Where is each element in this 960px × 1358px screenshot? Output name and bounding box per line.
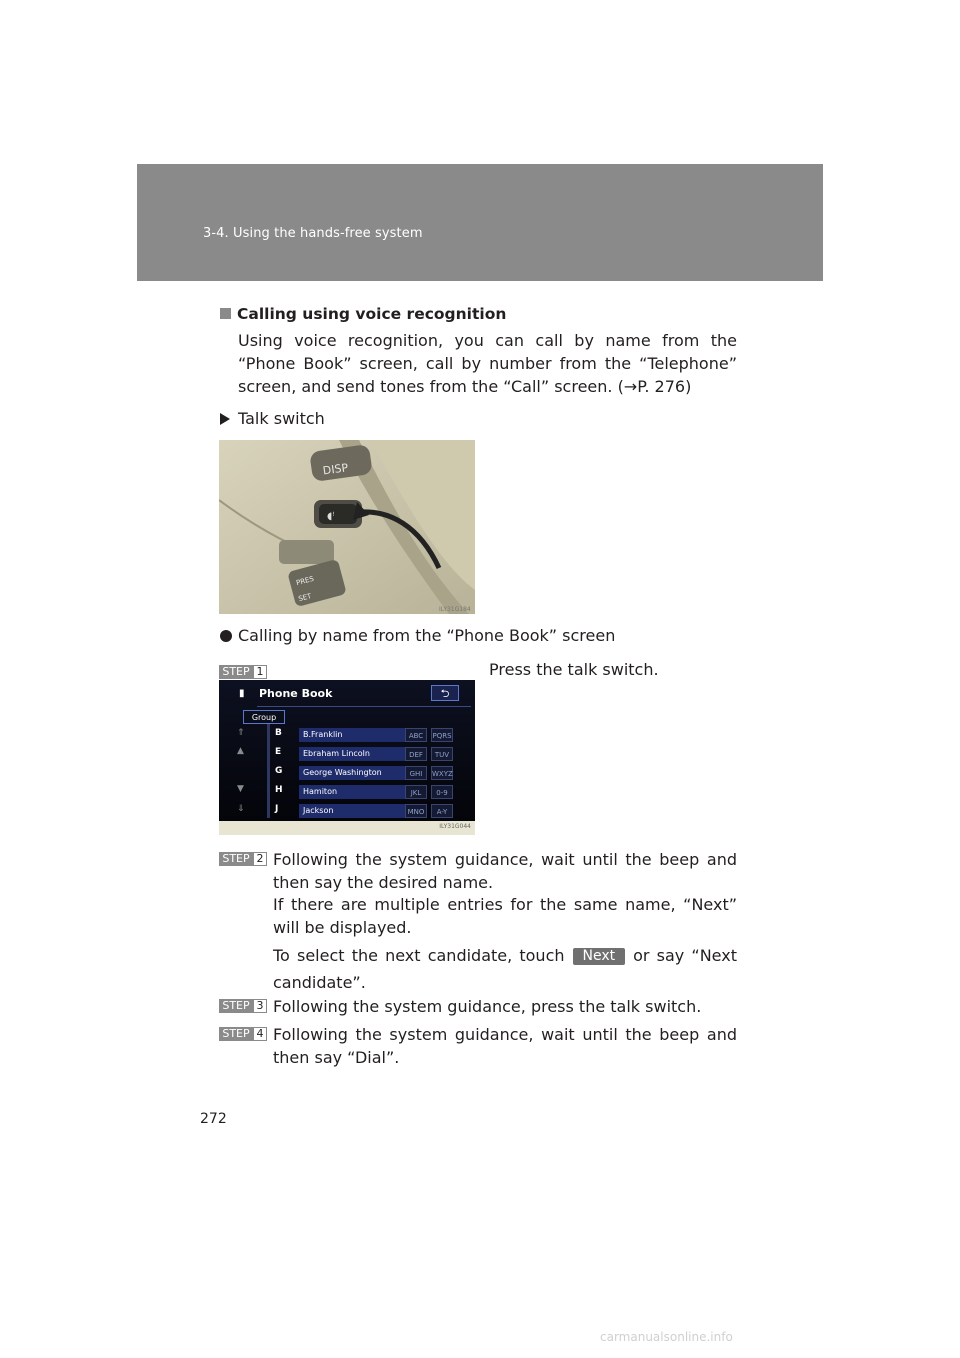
list-scrollbar[interactable] (267, 724, 270, 818)
phone-book-title: Phone Book (259, 687, 333, 700)
scroll-up-icon[interactable]: ▲ (237, 746, 244, 756)
bullet-item: Calling by name from the “Phone Book” screen (220, 624, 615, 647)
subsection-heading: Calling using voice recognition (220, 303, 506, 326)
phone-book-screen (219, 680, 475, 835)
intro-paragraph: Using voice recognition, you can call by name from the “Phone Book” screen, call by number from the “Telephone” screen, and send tones from the “Call” screen. (→P. 276) (238, 331, 737, 396)
triangle-bullet-icon (220, 413, 230, 425)
step-badge-3: STEP 3 (219, 999, 267, 1013)
key-button[interactable]: 0-9 (431, 785, 453, 799)
step-2-next-instruction: To select the next candidate, touch Next or say “Next candidate”. (273, 946, 737, 992)
step-3-text: Following the system guidance, press the talk switch. (273, 997, 702, 1016)
talk-switch-figure (219, 440, 475, 614)
group-tab[interactable]: Group (243, 710, 285, 724)
talk-switch-label: Talk switch (220, 407, 325, 430)
next-button[interactable]: Next (573, 948, 626, 965)
key-button[interactable]: TUV (431, 747, 453, 761)
key-button[interactable]: JKL (405, 785, 427, 799)
chapter-header (137, 164, 823, 281)
key-button[interactable]: ABC (405, 728, 427, 742)
contact-button[interactable]: Ebraham Lincoln (299, 747, 409, 761)
key-button[interactable]: DEF (405, 747, 427, 761)
figure-footer (219, 821, 475, 835)
index-letter: B (275, 728, 282, 738)
disp-label: DISP (322, 461, 349, 478)
scroll-down-icon[interactable]: ▼ (237, 784, 244, 794)
step-1-text: Press the talk switch. (489, 660, 659, 679)
page-down-icon[interactable]: ⇓ (237, 804, 245, 814)
figure-code: ILY31G184 (439, 606, 471, 613)
watermark: carmanualsonline.info (600, 1330, 733, 1344)
section-title: 3-4. Using the hands-free system (203, 226, 423, 241)
circle-bullet-icon (220, 630, 232, 642)
index-letter: G (275, 766, 283, 776)
index-letter: H (275, 785, 283, 795)
contact-button[interactable]: B.Franklin (299, 728, 409, 742)
step-4-text: Following the system guidance, wait until the beep and then say “Dial”. (273, 1025, 737, 1067)
key-button[interactable]: GHI (405, 766, 427, 780)
figure-code: ILY31G044 (439, 823, 471, 830)
steering-wheel-illustration (219, 440, 475, 614)
index-letter: E (275, 747, 282, 757)
contact-button[interactable]: Hamiton (299, 785, 409, 799)
step-badge-2: STEP 2 (219, 852, 267, 866)
page-number: 272 (200, 1111, 227, 1127)
key-button[interactable]: PQRS (431, 728, 453, 742)
step-badge-1: STEP 1 (219, 665, 267, 679)
index-letter: J (275, 804, 279, 814)
step-2-note: If there are multiple entries for the same name, “Next” will be displayed. (273, 895, 737, 937)
step-badge-4: STEP 4 (219, 1027, 267, 1041)
set-label: SET (297, 592, 313, 604)
phone-icon: ▮ (239, 688, 245, 699)
pres-label: PRES (295, 574, 315, 588)
contact-button[interactable]: George Washington (299, 766, 409, 780)
contact-button[interactable]: Jackson (299, 804, 409, 818)
square-bullet-icon (220, 308, 231, 319)
step-2-text: Following the system guidance, wait until the beep and then say the desired name. (273, 850, 737, 892)
back-button[interactable]: ⮌ (431, 685, 459, 701)
svg-text:◖ꜝ: ◖ꜝ (327, 511, 335, 522)
key-button[interactable]: MNO (405, 804, 427, 818)
page-up-icon[interactable]: ⇑ (237, 728, 245, 738)
key-button[interactable]: WXYZ (431, 766, 453, 780)
key-button[interactable]: A-Y (431, 804, 453, 818)
